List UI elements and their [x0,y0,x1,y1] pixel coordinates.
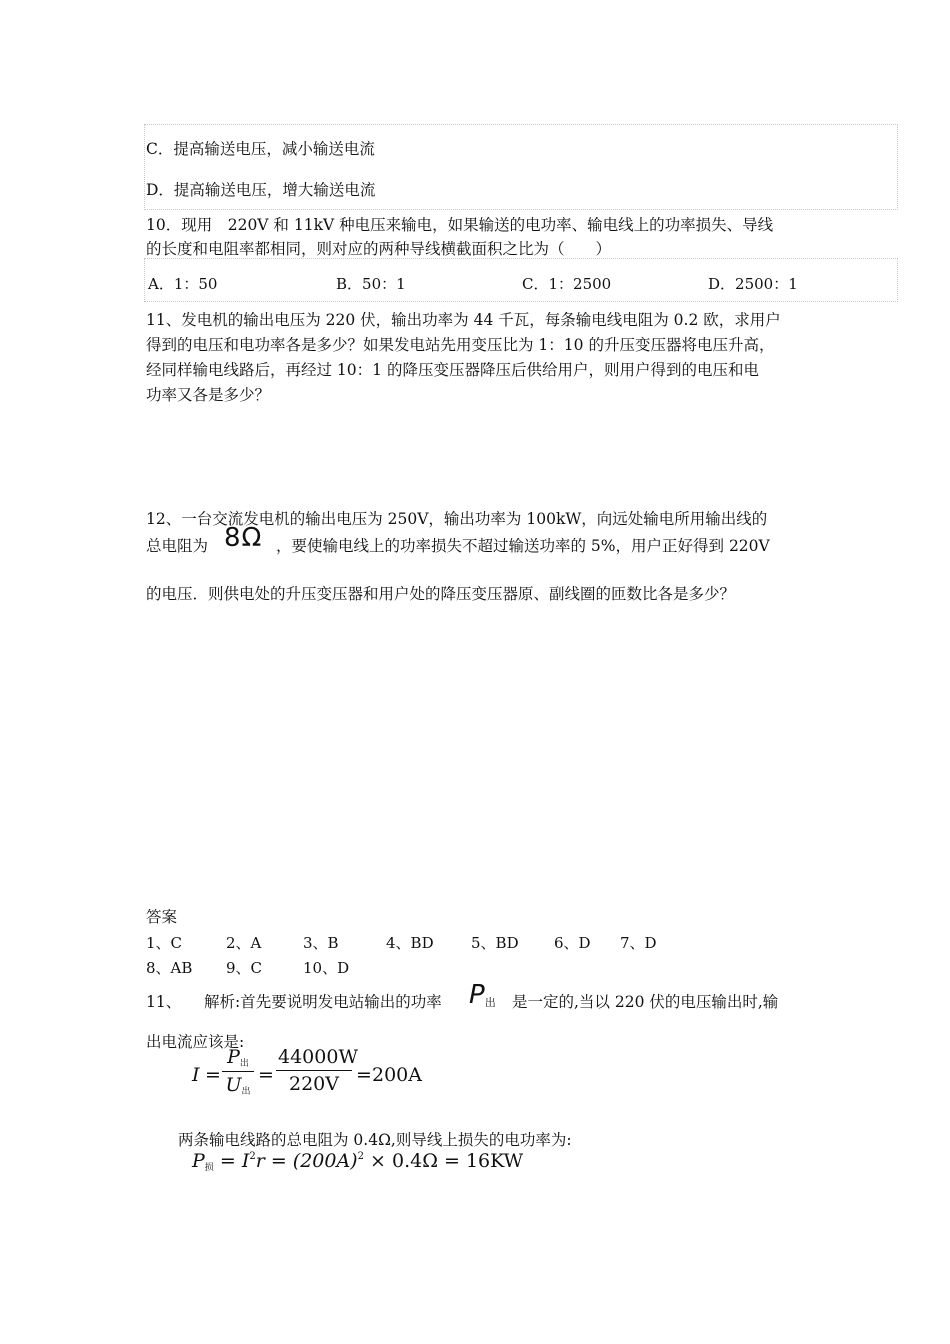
answer-6: 6、D [554,934,591,952]
q10-line-1: 10．现用 220V 和 11kV 种电压来输电，如果输送的电功率、输电线上的功率损失、导线 [146,216,774,234]
eq1-frac-2: 44000W 220V [278,1046,358,1095]
answer-7: 7、D [620,934,657,952]
solution-11-lead: 11、 [146,993,182,1011]
answer-1: 1、C [146,934,183,952]
q10-option-d: D．2500：1 [708,275,798,293]
q12-line-3: 的电压．则供电处的升压变压器和用户处的降压变压器原、副线圈的匝数比各是多少？ [146,585,736,603]
equation-current [192,1046,422,1108]
eq1-result: 200A [372,1064,422,1086]
answer-10: 10、D [303,959,350,977]
eq1-eq-3: = [356,1064,372,1086]
equation-power-loss: $P_损 = I^2r = (200A)^2 \times 0.4\Omega = 16KW$ [192,1150,524,1173]
q11-line-3: 经同样输电线路后，再经过 10：1 的降压变压器降压后供给用户，则用户得到的电压和电 [146,361,759,379]
answers-heading: 答案 [146,908,178,926]
q12-line-1: 12、一台交流发电机的输出电压为 250V，输出功率为 100kW，向远处输电所用输出线的 [146,510,768,528]
q12-line-2-post: ，要使输电线上的功率损失不超过输送功率的 5%，用户正好得到 220V [276,537,770,555]
solution-11-line-1-pre: 解析:首先要说明发电站输出的功率 [204,993,442,1011]
solution-11-line-1-post: 是一定的,当以 220 伏的电压输出时,输 [512,993,779,1011]
q10-option-b: B．50：1 [336,275,406,293]
q10-option-a: A．1：50 [148,275,218,293]
solution-11-line-2: 出电流应该是: [146,1033,245,1051]
answer-2: 2、A [226,934,262,952]
q10-line-2: 的长度和电阻率都相同，则对应的两种导线横截面积之比为（ ） [146,240,612,258]
eq1-frac-1: $P_出$ $U_出$ [222,1046,254,1097]
q12-resistance-formula: 8Ω [224,523,263,553]
answer-3: 3、B [303,934,339,952]
solution-11-line-3: 两条输电线路的总电阻为 0.4Ω,则导线上损失的电功率为: [178,1131,572,1149]
eq1-lhs: I [192,1064,200,1086]
q10-option-c: C．1：2500 [522,275,612,293]
q9-option-c: C．提高输送电压，减小输送电流 [146,140,375,158]
answer-4: 4、BD [386,934,434,952]
q11-line-2: 得到的电压和电功率各是多少？如果发电站先用变压比为 1：10 的升压变压器将电压升高， [146,336,775,354]
answer-9: 9、C [226,959,263,977]
q11-line-4: 功率又各是多少？ [146,386,271,404]
q12-line-2-pre: 总电阻为 [146,537,209,555]
answer-8: 8、AB [146,959,193,977]
q9-option-d: D．提高输送电压，增大输送电流 [146,181,376,199]
eq1-eq-2: = [258,1064,274,1086]
q11-line-1: 11、发电机的输出电压为 220 伏，输出功率为 44 千瓦，每条输电线电阻为 0.2 欧，求用户 [146,311,781,329]
eq1-eq: = [205,1064,221,1086]
answer-5: 5、BD [471,934,519,952]
p-out-symbol: $P_出$ [469,980,496,1010]
